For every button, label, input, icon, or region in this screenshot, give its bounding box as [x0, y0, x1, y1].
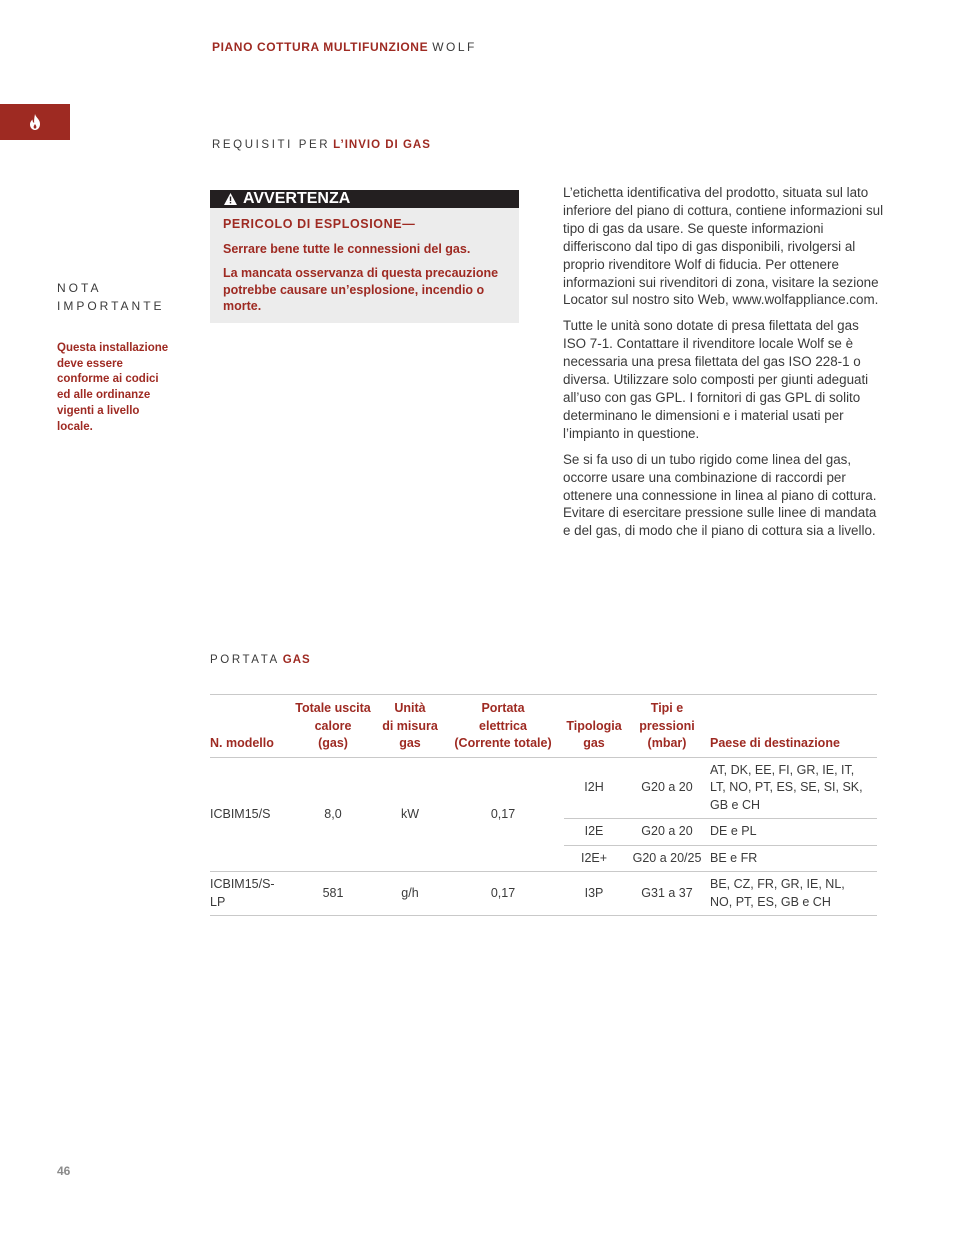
note-line: locale. [57, 420, 93, 433]
gas-flow-table [210, 694, 877, 916]
note-line: deve essere [57, 357, 123, 370]
note-title-line2: IMPORTANTE [57, 299, 165, 313]
header-pressure: Tipi e pressioni (mbar) [624, 695, 710, 758]
section-title-prefix: PORTATA [210, 654, 280, 666]
cell-country: BE e FR [710, 845, 877, 872]
body-paragraph-3: Se si fa uso di un tubo rigido come linea del gas, occorre usare una combinazione di raccordi per ottenere una connessione in linea al piano di cottura. Evitare di esercitare pressione sulle linee di mandata e del gas, di modo che il piano di cottura sia a livello. [563, 451, 877, 539]
warning-label: AVVERTENZA [243, 190, 351, 207]
table-header-row [210, 695, 877, 758]
cell-gas-type: I2H [564, 757, 624, 819]
warning-header [210, 190, 519, 208]
cell-pressure: G20 a 20 [624, 757, 710, 819]
cell-country: AT, DK, EE, FI, GR, IE, IT, LT, NO, PT, ES, SE, SI, SK, GB e CH [710, 757, 877, 819]
header-electric: Portata elettrica (Corrente totale) [442, 695, 564, 758]
note-title-line1: NOTA [57, 281, 102, 295]
note-line: vigenti a livello [57, 404, 140, 417]
note-line: conforme ai codici [57, 373, 159, 386]
section-tab [0, 104, 70, 140]
flame-icon [28, 114, 42, 130]
section-title-prefix: REQUISITI PER [212, 139, 331, 151]
cell-model: ICBIM15/S [210, 757, 288, 872]
header-country: Paese di destinazione [710, 695, 877, 758]
page-number: 46 [57, 1164, 71, 1178]
body-paragraph-2: Tutte le unità sono dotate di presa filettata del gas ISO 7-1. Contattare il rivenditore locale Wolf se è necessaria una presa filettata del gas ISO 228-1 o diversa. Utilizzare solo composti per giunti adeguati all’uso con gas GPL. I fornitori di gas GPL di solito determinano le dimensioni e i material usati per l’impianto in questione. [563, 318, 869, 441]
header-unit: Unità di misura gas [378, 695, 442, 758]
section-title-gas-requirements [212, 139, 431, 151]
section-title-accent: GAS [282, 654, 311, 666]
header-title-brand: WOLF [432, 40, 477, 54]
header-model: N. modello [210, 695, 288, 758]
body-text [563, 184, 885, 548]
warning-danger: PERICOLO DI ESPLOSIONE— [223, 217, 416, 231]
cell-electric: 0,17 [442, 757, 564, 872]
body-paragraph-1: L’etichetta identificativa del prodotto, situata sul lato inferiore del piano di cottura, contiene informazioni sul tipo di gas da usare. Se queste informazioni differiscono dal tipo di gas disponibili, rivolgersi al proprio rivenditore Wolf di fiducia. Per ottenere informazioni sui rivenditori di zona, visitare la sezione Locator sul nostro sito Web, www.wolfappliance.com. [563, 185, 884, 308]
cell-country: DE e PL [710, 819, 877, 846]
note-title [57, 279, 165, 315]
running-header [212, 40, 477, 54]
header-gas-type: Tipologia gas [564, 695, 624, 758]
warning-line1: Serrare bene tutte le connessioni del gas. [223, 242, 471, 256]
warning-triangle-icon [224, 193, 237, 205]
cell-unit: g/h [378, 872, 442, 916]
header-heat-output: Totale uscita calore (gas) [288, 695, 378, 758]
cell-country: BE, CZ, FR, GR, IE, NL, NO, PT, ES, GB e CH [710, 872, 877, 916]
cell-model: ICBIM15/S-LP [210, 872, 288, 916]
cell-heat: 581 [288, 872, 378, 916]
cell-unit: kW [378, 757, 442, 872]
table-row [210, 757, 877, 819]
cell-electric: 0,17 [442, 872, 564, 916]
cell-pressure: G31 a 37 [624, 872, 710, 916]
section-title-gas-flow [210, 654, 311, 666]
note-line: Questa installazione [57, 342, 169, 354]
warning-box [210, 190, 519, 323]
cell-gas-type: I3P [564, 872, 624, 916]
header-title-strong: PIANO COTTURA MULTIFUNZIONE [212, 40, 429, 54]
section-title-accent: L’INVIO DI GAS [333, 139, 431, 151]
table-row [210, 872, 877, 916]
cell-pressure: G20 a 20 [624, 819, 710, 846]
cell-pressure: G20 a 20/25 [624, 845, 710, 872]
cell-heat: 8,0 [288, 757, 378, 872]
note-body [57, 341, 187, 435]
cell-gas-type: I2E+ [564, 845, 624, 872]
warning-line2: La mancata osservanza di questa precauzione potrebbe causare un’esplosione, incendio o morte. [223, 266, 499, 313]
note-line: ed alle ordinanze [57, 389, 151, 402]
cell-gas-type: I2E [564, 819, 624, 846]
